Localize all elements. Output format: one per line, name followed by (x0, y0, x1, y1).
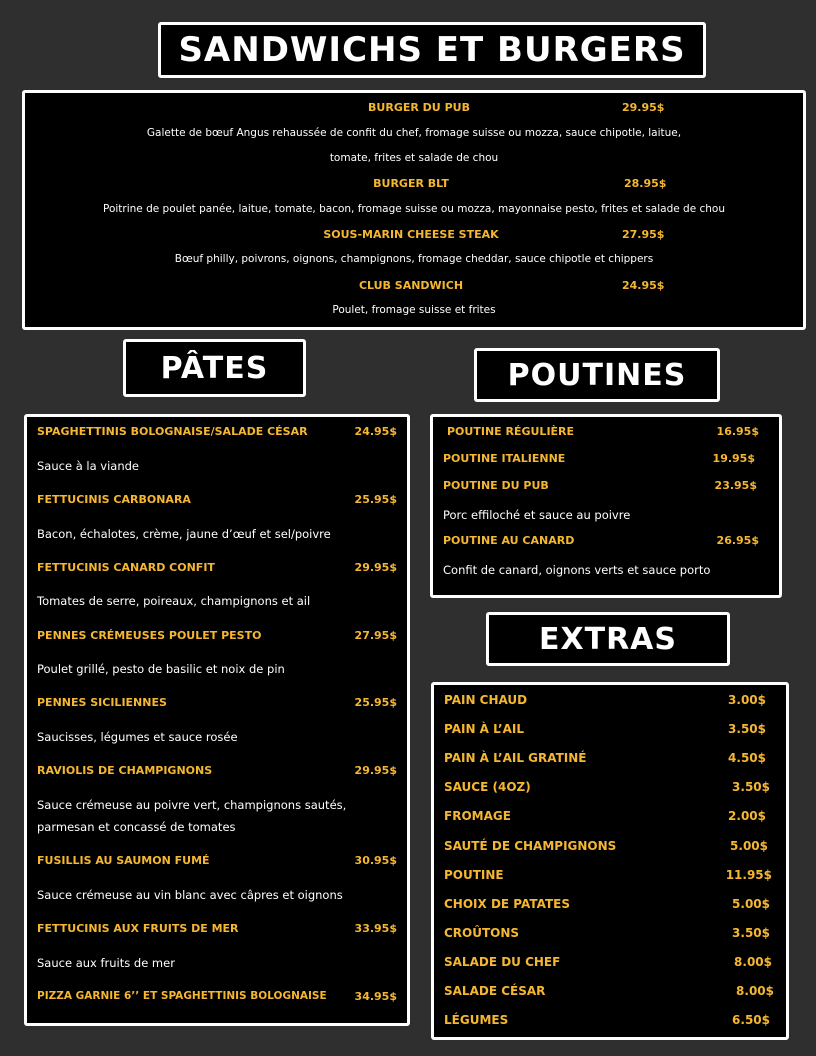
menu-item-price: 25.95$ (354, 696, 397, 709)
menu-item-name: SALADE DU CHEF (444, 955, 561, 969)
menu-item-name: POUTINE (444, 868, 504, 882)
menu-item-price: 6.50$ (732, 1013, 770, 1027)
menu-item-price: 34.95$ (354, 990, 397, 1003)
menu-item-price: 4.50$ (728, 751, 766, 765)
menu-item-description: Sauce aux fruits de mer (37, 956, 175, 970)
menu-item-name: PENNES CRÉMEUSES POULET PESTO (37, 629, 262, 642)
menu-item-description: Tomates de serre, poireaux, champignons et ail (37, 594, 311, 608)
menu-item-name: SALADE CÉSAR (444, 984, 546, 998)
menu-item-name: BURGER DU PUB (368, 101, 470, 114)
menu-item-name: LÉGUMES (444, 1013, 509, 1027)
menu-item-price: 23.95$ (714, 479, 757, 492)
menu-item-description: Sauce crémeuse au poivre vert, champignons sautés, (37, 798, 347, 812)
menu-item-description: Saucisses, légumes et sauce rosée (37, 730, 238, 744)
menu-item-name: PENNES SICILIENNES (37, 696, 167, 709)
extras-panel (431, 682, 789, 1040)
menu-item-description: Poulet, fromage suisse et frites (332, 304, 496, 316)
menu-item-price: 29.95$ (354, 764, 397, 777)
menu-item-name: SOUS-MARIN CHEESE STEAK (323, 228, 499, 241)
menu-item-price: 28.95$ (624, 177, 667, 190)
menu-item-description: Poulet grillé, pesto de basilic et noix de pin (37, 662, 285, 676)
menu-item-description: tomate, frites et salade de chou (329, 152, 499, 164)
menu-item-name: FETTUCINIS AUX FRUITS DE MER (37, 922, 239, 935)
menu-item-price: 19.95$ (712, 452, 755, 465)
menu-item-name: CLUB SANDWICH (358, 279, 464, 292)
menu-item-price: 5.00$ (732, 897, 770, 911)
menu-item-price: 25.95$ (354, 493, 397, 506)
menu-item-price: 5.00$ (730, 839, 768, 853)
poutines-panel (430, 414, 782, 598)
sandwichs-title: SANDWICHS ET BURGERS (158, 22, 706, 78)
menu-item-name: PAIN À L’AIL GRATINÉ (444, 751, 587, 765)
menu-item-description: parmesan et concassé de tomates (37, 820, 236, 834)
menu-item-name: POUTINE AU CANARD (443, 534, 575, 547)
pates-title: PÂTES (123, 339, 306, 397)
menu-item-price: 30.95$ (354, 854, 397, 867)
menu-item-name: POUTINE RÉGULIÈRE (447, 425, 575, 438)
menu-item-description: Sauce crémeuse au vin blanc avec câpres et oignons (37, 888, 343, 902)
menu-item-description: Sauce à la viande (37, 459, 140, 473)
menu-item-price: 29.95$ (622, 101, 665, 114)
menu-item-name: CROÛTONS (444, 926, 520, 940)
menu-item-price: 27.95$ (622, 228, 665, 241)
menu-item-price: 27.95$ (354, 629, 397, 642)
menu-item-price: 3.50$ (728, 722, 766, 736)
menu-item-name: FUSILLIS AU SAUMON FUMÉ (37, 854, 210, 867)
poutines-title: POUTINES (474, 348, 720, 402)
menu-item-price: 24.95$ (622, 279, 665, 292)
menu-item-name: PAIN À L’AIL (444, 722, 524, 736)
menu-item-price: 8.00$ (734, 955, 772, 969)
sandwichs-panel (22, 90, 806, 330)
menu-item-description: Galette de bœuf Angus rehaussée de confit du chef, fromage suisse ou mozza, sauce chipotle, laitue, (146, 127, 682, 139)
menu-item-name: CHOIX DE PATATES (444, 897, 570, 911)
menu-item-description: Porc effiloché et sauce au poivre (443, 508, 631, 522)
menu-item-price: 26.95$ (716, 534, 759, 547)
menu-item-name: SPAGHETTINIS BOLOGNAISE/SALADE CÉSAR (37, 425, 308, 438)
menu-item-price: 16.95$ (716, 425, 759, 438)
menu-item-price: 24.95$ (354, 425, 397, 438)
menu-item-name: POUTINE ITALIENNE (443, 452, 566, 465)
menu-item-name: RAVIOLIS DE CHAMPIGNONS (37, 764, 213, 777)
menu-item-name: BURGER BLT (373, 177, 449, 190)
menu-item-price: 11.95$ (725, 868, 772, 882)
menu-item-name: FROMAGE (444, 809, 511, 823)
menu-item-price: 3.00$ (728, 693, 766, 707)
menu-item-name: FETTUCINIS CANARD CONFIT (37, 561, 215, 574)
menu-item-name: PIZZA GARNIE 6’’ ET SPAGHETTINIS BOLOGNAISE (37, 990, 327, 1002)
menu-item-description: Poitrine de poulet panée, laitue, tomate, bacon, fromage suisse ou mozza, mayonnaise pesto, frites et salade de chou (102, 203, 726, 215)
pates-panel (24, 414, 410, 1026)
extras-title: EXTRAS (486, 612, 730, 666)
menu-item-description: Bacon, échalotes, crème, jaune d’œuf et sel/poivre (37, 527, 331, 541)
menu-item-price: 3.50$ (732, 780, 770, 794)
menu-item-name: SAUCE (4OZ) (444, 780, 531, 794)
menu-item-price: 3.50$ (732, 926, 770, 940)
menu-item-price: 2.00$ (728, 809, 766, 823)
menu-item-description: Confit de canard, oignons verts et sauce porto (443, 563, 711, 577)
menu-item-name: PAIN CHAUD (444, 693, 528, 707)
menu-item-name: POUTINE DU PUB (443, 479, 549, 492)
menu-item-price: 29.95$ (354, 561, 397, 574)
menu-item-price: 8.00$ (736, 984, 774, 998)
menu-item-description: Bœuf philly, poivrons, oignons, champignons, fromage cheddar, sauce chipotle et chippers (174, 253, 654, 265)
menu-item-name: FETTUCINIS CARBONARA (37, 493, 191, 506)
menu-item-name: SAUTÉ DE CHAMPIGNONS (444, 839, 617, 853)
menu-item-price: 33.95$ (354, 922, 397, 935)
